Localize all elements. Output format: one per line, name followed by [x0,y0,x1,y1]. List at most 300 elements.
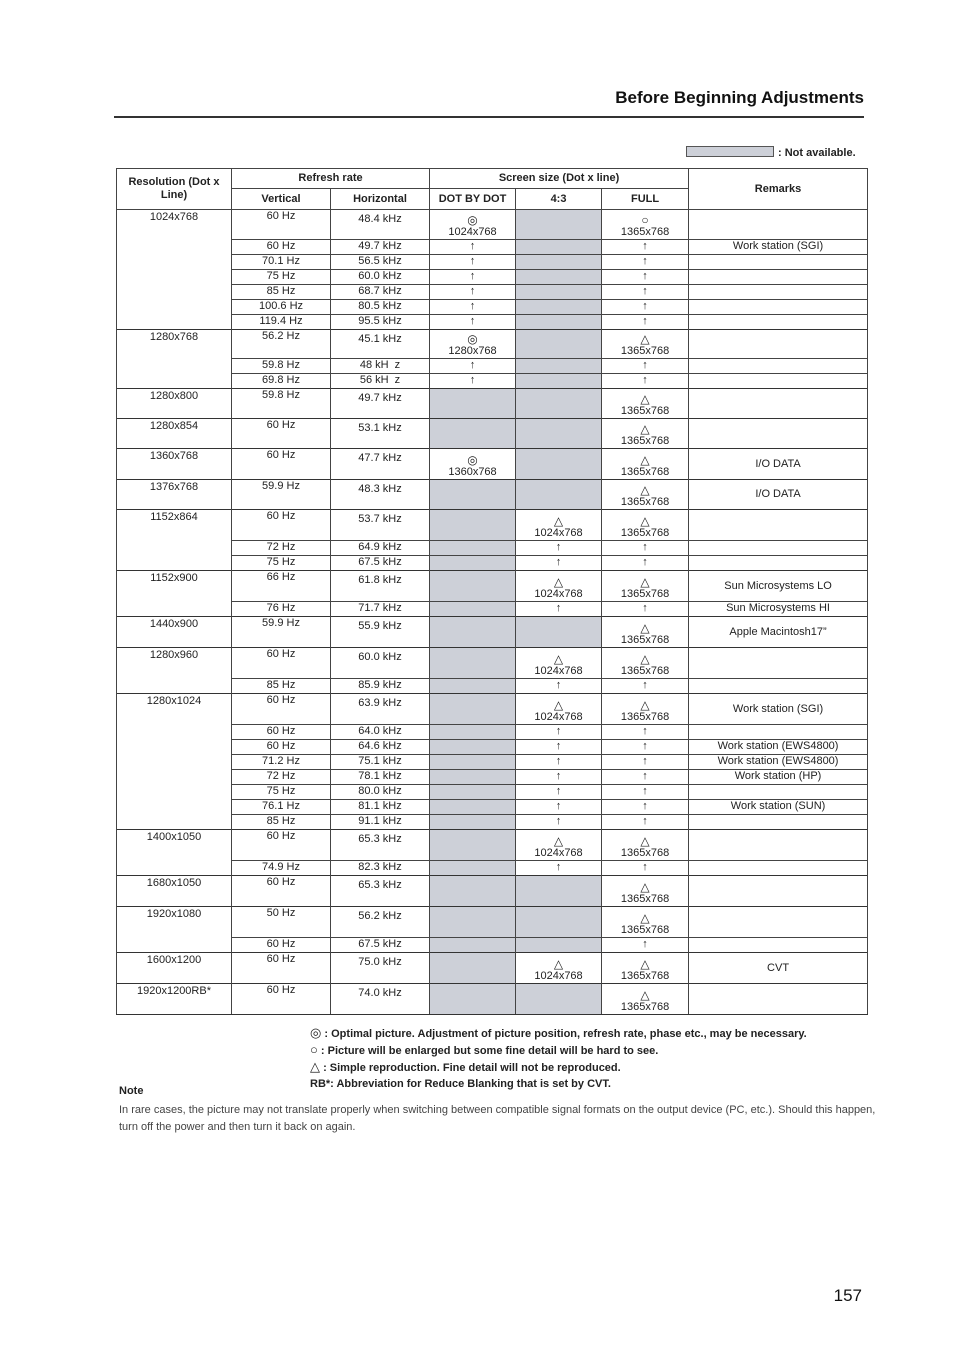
circle-icon: ○ [310,1042,318,1057]
vertical-cell: 60 Hz [232,830,331,861]
arrow-up-icon: ↑ [642,285,648,297]
full-cell [602,541,689,556]
vertical-cell: 70.1 Hz [232,255,331,270]
dot-by-dot-cell [430,815,516,830]
resolution-cell: 1024x768 [117,210,232,330]
table-row [117,830,868,861]
dot-by-dot-cell [430,953,516,984]
full-cell [602,785,689,800]
arrow-up-icon: ↑ [642,815,648,827]
dot-by-dot-cell [430,315,516,330]
horizontal-cell: 45.1 kHz [331,330,430,359]
arrow-up-icon: ↑ [469,374,476,386]
header-resolution: Resolution (Dot x Line) [117,169,232,210]
full-cell [602,285,689,300]
horizontal-cell: 49.7 kHz [331,240,430,255]
page-number: 157 [833,1286,862,1305]
target-resolution: 1365x768 [620,405,670,417]
horizontal-cell: 49.7 kHz [331,389,430,419]
dot-by-dot-cell [430,255,516,270]
horizontal-cell: 80.5 kHz [331,300,430,315]
target-resolution: 1024x768 [534,665,583,677]
dot-by-dot-cell [430,556,516,571]
arrow-up-icon: ↑ [469,285,476,297]
remarks-cell [689,255,868,270]
remarks-cell: Work station (HP) [689,770,868,785]
full-cell [602,359,689,374]
horizontal-cell: 75.0 kHz [331,953,430,984]
four-three-cell [516,815,602,830]
horizontal-cell: 61.8 kHz [331,571,430,602]
horizontal-cell: 60.0 kHz [331,648,430,679]
dot-by-dot-cell [430,210,516,240]
remarks-cell: Apple Macintosh17” [689,617,868,648]
four-three-cell [516,449,602,480]
full-cell [602,510,689,541]
horizontal-cell: 81.1 kHz [331,800,430,815]
remarks-cell [689,556,868,571]
double-circle-icon: ◎ [467,213,478,227]
remarks-cell: I/O DATA [689,480,868,510]
legend-rb: RB*: Abbreviation for Reduce Blanking that is set by CVT. [310,1078,611,1090]
dot-by-dot-cell [430,984,516,1015]
four-three-cell [516,861,602,876]
dot-by-dot-cell [430,300,516,315]
horizontal-cell: 60.0 kHz [331,270,430,285]
arrow-up-icon: ↑ [469,300,476,312]
dot-by-dot-cell [430,679,516,694]
vertical-cell: 100.6 Hz [232,300,331,315]
horizontal-cell: 65.3 kHz [331,830,430,861]
full-cell [602,830,689,861]
remarks-cell [689,907,868,938]
full-cell [602,694,689,725]
horizontal-cell: 67.5 kHz [331,556,430,571]
not-available-swatch [686,146,774,157]
legend-optimal [310,1025,807,1042]
resolution-cell: 1376x768 [117,480,232,510]
horizontal-cell: 91.1 kHz [331,815,430,830]
four-three-cell [516,374,602,389]
arrow-up-icon: ↑ [469,359,476,371]
horizontal-cell: 95.5 kHz [331,315,430,330]
vertical-cell: 71.2 Hz [232,755,331,770]
table-row [117,449,868,480]
resolution-cell: 1152x900 [117,571,232,617]
four-three-cell [516,330,602,359]
header-4-3: 4:3 [516,189,602,210]
full-cell [602,755,689,770]
triangle-icon: △ [640,621,650,635]
arrow-up-icon: ↑ [469,255,476,267]
arrow-up-icon: ↑ [555,861,562,873]
vertical-cell: 59.9 Hz [232,480,331,510]
arrow-up-icon: ↑ [555,725,562,737]
full-cell [602,255,689,270]
arrow-up-icon: ↑ [642,770,648,782]
full-cell [602,300,689,315]
full-cell [602,556,689,571]
table-row [117,984,868,1015]
vertical-cell: 60 Hz [232,953,331,984]
remarks-cell [689,374,868,389]
triangle-icon: △ [640,483,650,497]
horizontal-cell: 55.9 kHz [331,617,430,648]
full-cell [602,725,689,740]
arrow-up-icon: ↑ [642,255,648,267]
full-cell [602,480,689,510]
arrow-up-icon: ↑ [642,556,648,568]
header-full: FULL [602,189,689,210]
remarks-cell [689,830,868,861]
horizontal-cell: 74.0 kHz [331,984,430,1015]
dot-by-dot-cell [430,510,516,541]
horizontal-cell: 64.0 kHz [331,725,430,740]
full-cell [602,419,689,449]
dot-by-dot-cell [430,740,516,755]
resolution-cell: 1280x960 [117,648,232,694]
dot-by-dot-cell [430,876,516,907]
remarks-cell: Sun Microsystems LO [689,571,868,602]
dot-by-dot-cell [430,755,516,770]
remarks-cell: Work station (SUN) [689,800,868,815]
vertical-cell: 60 Hz [232,725,331,740]
dot-by-dot-cell [430,785,516,800]
four-three-cell [516,907,602,938]
vertical-cell: 76 Hz [232,602,331,617]
full-cell [602,449,689,480]
remarks-cell [689,679,868,694]
target-resolution: 1365x768 [620,345,670,357]
target-resolution: 1365x768 [620,665,670,677]
table-row [117,330,868,359]
target-resolution: 1365x768 [620,970,670,982]
dot-by-dot-cell [430,480,516,510]
target-resolution: 1365x768 [620,588,670,600]
header-remarks: Remarks [689,169,868,210]
four-three-cell [516,617,602,648]
target-resolution: 1024x768 [534,970,583,982]
target-resolution: 1360x768 [448,466,497,478]
four-three-cell [516,556,602,571]
four-three-cell [516,953,602,984]
four-three-cell [516,389,602,419]
full-cell [602,315,689,330]
arrow-up-icon: ↑ [555,602,562,614]
arrow-up-icon: ↑ [642,861,648,873]
dot-by-dot-cell [430,541,516,556]
four-three-cell [516,255,602,270]
vertical-cell: 76.1 Hz [232,800,331,815]
four-three-cell [516,984,602,1015]
vertical-cell: 72 Hz [232,541,331,556]
horizontal-cell: 65.3 kHz [331,876,430,907]
horizontal-cell: 48 kH z [331,359,430,374]
arrow-up-icon: ↑ [555,740,562,752]
double-circle-icon: ◎ [310,1025,322,1040]
dot-by-dot-cell [430,602,516,617]
full-cell [602,679,689,694]
legend-simple-text: : Simple reproduction. Fine detail will not be reproduced. [323,1062,621,1074]
vertical-cell: 60 Hz [232,938,331,953]
resolution-cell: 1280x854 [117,419,232,449]
arrow-up-icon: ↑ [642,541,648,553]
full-cell [602,938,689,953]
double-circle-icon: ◎ [467,332,478,346]
symbol-legend [310,1025,807,1092]
arrow-up-icon: ↑ [642,725,648,737]
four-three-cell [516,210,602,240]
four-three-cell [516,648,602,679]
remarks-cell [689,725,868,740]
target-resolution: 1365x768 [620,893,670,905]
arrow-up-icon: ↑ [642,679,648,691]
vertical-cell: 60 Hz [232,510,331,541]
four-three-cell [516,830,602,861]
vertical-cell: 60 Hz [232,984,331,1015]
arrow-up-icon: ↑ [555,541,562,553]
circle-icon: ○ [641,213,649,227]
legend-simple [310,1059,807,1076]
vertical-cell: 60 Hz [232,449,331,480]
four-three-cell [516,876,602,907]
remarks-cell [689,984,868,1015]
triangle-icon: △ [640,880,650,894]
vertical-cell: 60 Hz [232,740,331,755]
four-three-cell [516,285,602,300]
four-three-cell [516,541,602,556]
header-dot-by-dot: DOT BY DOT [430,189,516,210]
four-three-cell [516,785,602,800]
horizontal-cell: 53.1 kHz [331,419,430,449]
triangle-icon: △ [553,514,564,528]
horizontal-cell: 47.7 kHz [331,449,430,480]
full-cell [602,740,689,755]
vertical-cell: 75 Hz [232,556,331,571]
table-row [117,210,868,240]
horizontal-cell: 80.0 kHz [331,785,430,800]
arrow-up-icon: ↑ [642,740,648,752]
full-cell [602,374,689,389]
vertical-cell: 85 Hz [232,815,331,830]
four-three-cell [516,240,602,255]
triangle-icon: △ [640,698,650,712]
vertical-cell: 59.9 Hz [232,617,331,648]
remarks-cell: Work station (SGI) [689,694,868,725]
table-row [117,694,868,725]
vertical-cell: 74.9 Hz [232,861,331,876]
arrow-up-icon: ↑ [642,755,648,767]
dot-by-dot-cell [430,907,516,938]
remarks-cell [689,785,868,800]
full-cell [602,876,689,907]
arrow-up-icon: ↑ [642,240,648,252]
vertical-cell: 60 Hz [232,648,331,679]
arrow-up-icon: ↑ [469,315,476,327]
full-cell [602,800,689,815]
resolution-cell: 1920x1200RB* [117,984,232,1015]
horizontal-cell: 82.3 kHz [331,861,430,876]
note-title: Note [119,1085,144,1097]
four-three-cell [516,755,602,770]
vertical-cell: 60 Hz [232,876,331,907]
vertical-cell: 72 Hz [232,770,331,785]
horizontal-cell: 85.9 kHz [331,679,430,694]
dot-by-dot-cell [430,419,516,449]
full-cell [602,770,689,785]
remarks-cell: Sun Microsystems HI [689,602,868,617]
four-three-cell [516,300,602,315]
triangle-icon: △ [640,834,650,848]
remarks-cell [689,359,868,374]
four-three-cell [516,480,602,510]
four-three-cell [516,679,602,694]
triangle-icon: △ [640,422,650,436]
table-row [117,953,868,984]
triangle-icon: △ [640,575,650,589]
vertical-cell: 119.4 Hz [232,315,331,330]
remarks-cell [689,815,868,830]
vertical-cell: 75 Hz [232,785,331,800]
arrow-up-icon: ↑ [642,270,648,282]
remarks-cell [689,938,868,953]
arrow-up-icon: ↑ [555,785,562,797]
target-resolution: 1365x768 [620,435,670,447]
vertical-cell: 59.8 Hz [232,389,331,419]
target-resolution: 1365x768 [620,634,670,646]
triangle-icon: △ [553,957,564,971]
triangle-icon: △ [640,652,650,666]
resolution-cell: 1400x1050 [117,830,232,876]
remarks-cell [689,541,868,556]
dot-by-dot-cell [430,240,516,255]
target-resolution: 1365x768 [620,847,670,859]
compatible-signals-table [116,168,868,1015]
target-resolution: 1365x768 [620,496,670,508]
arrow-up-icon: ↑ [555,556,562,568]
four-three-cell [516,270,602,285]
four-three-cell [516,510,602,541]
horizontal-cell: 75.1 kHz [331,755,430,770]
dot-by-dot-cell [430,270,516,285]
table-row [117,389,868,419]
target-resolution: 1024x768 [534,847,583,859]
dot-by-dot-cell [430,770,516,785]
table-row [117,876,868,907]
remarks-cell [689,510,868,541]
four-three-cell [516,725,602,740]
vertical-cell: 50 Hz [232,907,331,938]
resolution-cell: 1280x800 [117,389,232,419]
vertical-cell: 66 Hz [232,571,331,602]
table-row [117,907,868,938]
four-three-cell [516,770,602,785]
remarks-cell [689,876,868,907]
triangle-icon: △ [640,957,650,971]
full-cell [602,984,689,1015]
full-cell [602,389,689,419]
target-resolution: 1024x768 [534,711,583,723]
remarks-cell [689,419,868,449]
vertical-cell: 60 Hz [232,210,331,240]
horizontal-cell: 78.1 kHz [331,770,430,785]
target-resolution: 1024x768 [448,226,497,238]
dot-by-dot-cell [430,725,516,740]
remarks-cell: Work station (SGI) [689,240,868,255]
remarks-cell [689,861,868,876]
target-resolution: 1024x768 [534,588,583,600]
dot-by-dot-cell [430,617,516,648]
target-resolution: 1365x768 [620,711,670,723]
full-cell [602,815,689,830]
vertical-cell: 60 Hz [232,419,331,449]
four-three-cell [516,315,602,330]
remarks-cell [689,315,868,330]
horizontal-cell: 67.5 kHz [331,938,430,953]
arrow-up-icon: ↑ [469,270,476,282]
header-vertical: Vertical [232,189,331,210]
triangle-icon: △ [553,834,564,848]
target-resolution: 1365x768 [620,1001,670,1013]
vertical-cell: 85 Hz [232,679,331,694]
vertical-cell: 56.2 Hz [232,330,331,359]
dot-by-dot-cell [430,648,516,679]
arrow-up-icon: ↑ [555,770,562,782]
remarks-cell [689,330,868,359]
remarks-cell: CVT [689,953,868,984]
target-resolution: 1365x768 [620,226,670,238]
arrow-up-icon: ↑ [555,800,562,812]
target-resolution: 1365x768 [620,527,670,539]
four-three-cell [516,602,602,617]
resolution-cell: 1280x768 [117,330,232,389]
triangle-icon: △ [553,575,564,589]
header-horizontal: Horizontal [331,189,430,210]
resolution-cell: 1680x1050 [117,876,232,907]
vertical-cell: 60 Hz [232,240,331,255]
vertical-cell: 75 Hz [232,270,331,285]
page-title: Before Beginning Adjustments [615,88,864,107]
table-row [117,510,868,541]
four-three-cell [516,938,602,953]
arrow-up-icon: ↑ [642,315,648,327]
horizontal-cell: 64.9 kHz [331,541,430,556]
triangle-icon: △ [640,332,650,346]
full-cell [602,330,689,359]
triangle-icon: △ [310,1059,320,1074]
horizontal-cell: 56.2 kHz [331,907,430,938]
horizontal-cell: 53.7 kHz [331,510,430,541]
dot-by-dot-cell [430,938,516,953]
remarks-cell [689,285,868,300]
horizontal-cell: 64.6 kHz [331,740,430,755]
table-row [117,648,868,679]
arrow-up-icon: ↑ [469,240,476,252]
vertical-cell: 60 Hz [232,694,331,725]
triangle-icon: △ [640,514,650,528]
legend-optimal-text: : Optimal picture. Adjustment of picture position, refresh rate, phase etc., may be necessary. [324,1028,807,1040]
triangle-icon: △ [640,988,650,1002]
horizontal-cell: 63.9 kHz [331,694,430,725]
arrow-up-icon: ↑ [642,602,648,614]
dot-by-dot-cell [430,830,516,861]
vertical-cell: 85 Hz [232,285,331,300]
remarks-cell [689,648,868,679]
resolution-cell: 1440x900 [117,617,232,648]
remarks-cell [689,389,868,419]
resolution-cell: 1280x1024 [117,694,232,830]
triangle-icon: △ [553,652,564,666]
